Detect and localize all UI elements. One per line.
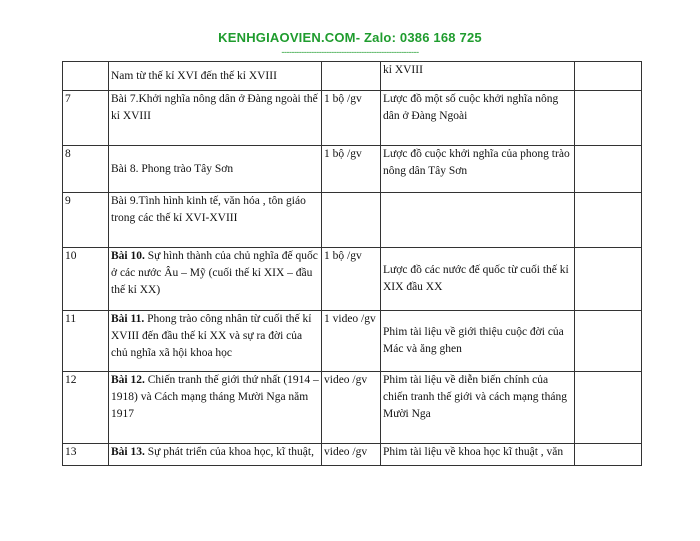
header-underline: -------------------------------------------------------: [281, 47, 419, 57]
lesson-text: Bài 7.Khởi nghĩa nông dân ở Đàng ngoài thế kỉ XVIII: [111, 93, 318, 122]
table-row: [63, 193, 642, 248]
lesson-text: Bài 8. Phong trào Tây Sơn: [111, 162, 234, 175]
table-row: [63, 248, 642, 311]
quantity-cell: 1 bộ /gv: [322, 91, 381, 146]
lesson-title: Bài 11.: [111, 313, 145, 325]
lesson-text: Phong trào công nhân từ cuối thế kỉ XVIII đến đầu thế kỉ XX và sự ra đời của chủ nghĩa xã hội khoa học: [111, 313, 312, 359]
lesson-text: Chiến tranh thế giới thứ nhất (1914 – 1918) và Cách mạng tháng Mười Nga năm 1917: [111, 374, 319, 420]
row-number: 8: [63, 146, 109, 193]
lesson-cell: [109, 311, 322, 372]
lesson-cell: [109, 444, 322, 466]
table-row: [63, 91, 642, 146]
row-number: 11: [63, 311, 109, 372]
note-cell: [575, 91, 642, 146]
resource-cell: Phim tài liệu về khoa học kĩ thuật , văn: [381, 444, 575, 466]
quantity-cell: 1 bộ /gv: [322, 146, 381, 193]
resource-cell: [381, 248, 575, 311]
quantity-cell: [322, 62, 381, 91]
lesson-cell: [109, 372, 322, 444]
note-cell: [575, 193, 642, 248]
equipment-table: [62, 61, 642, 466]
note-cell: [575, 146, 642, 193]
lesson-cell: [109, 146, 322, 193]
table-row: [63, 146, 642, 193]
table-row: [63, 311, 642, 372]
lesson-text: Sự phát triển của khoa học, kĩ thuật,: [144, 446, 314, 458]
resource-cell: [381, 193, 575, 248]
quantity-cell: [322, 193, 381, 248]
lesson-title: Bài 12.: [111, 374, 145, 386]
lesson-title: Bài 10.: [111, 250, 145, 262]
row-number: 13: [63, 444, 109, 466]
row-number: 12: [63, 372, 109, 444]
quantity-cell: video /gv: [322, 372, 381, 444]
lesson-cell: [109, 193, 322, 248]
resource-text: Lược đồ các nước đế quốc từ cuối thế kỉ XIX đầu XX: [383, 264, 569, 293]
page-header: [0, 30, 700, 57]
site-brand: KENHGIAOVIEN.COM- Zalo: 0386 168 725: [218, 30, 482, 45]
table-row: [63, 444, 642, 466]
lesson-cell: [109, 91, 322, 146]
quantity-cell: 1 video /gv: [322, 311, 381, 372]
resource-cell: Lược đồ cuộc khởi nghĩa của phong trào nông dân Tây Sơn: [381, 146, 575, 193]
resource-cell: Phim tài liệu về diễn biến chính của chiến tranh thế giới và cách mạng tháng Mười Nga: [381, 372, 575, 444]
quantity-cell: 1 bộ /gv: [322, 248, 381, 311]
note-cell: [575, 444, 642, 466]
lesson-text: Sự hình thành của chủ nghĩa đế quốc ở các nước Âu – Mỹ (cuối thế kỉ XIX – đầu thế kỉ XX): [111, 250, 318, 296]
note-cell: [575, 372, 642, 444]
row-number: 9: [63, 193, 109, 248]
quantity-cell: video /gv: [322, 444, 381, 466]
note-cell: [575, 62, 642, 91]
note-cell: [575, 248, 642, 311]
table-row: [63, 372, 642, 444]
resource-cell: [381, 311, 575, 372]
note-cell: [575, 311, 642, 372]
lesson-text: Nam từ thế kỉ XVI đến thế kỉ XVIII: [111, 69, 277, 82]
resource-cell: kỉ XVIII: [381, 62, 575, 91]
lesson-title: Bài 13.: [111, 446, 145, 458]
table-row: [63, 62, 642, 91]
resource-cell: Lược đồ một số cuộc khởi nghĩa nông dân ở Đàng Ngoài: [381, 91, 575, 146]
row-number: [63, 62, 109, 91]
lesson-text: Bài 9.Tình hình kinh tế, văn hóa , tôn giáo trong các thế kỉ XVI-XVIII: [111, 195, 306, 224]
row-number: 10: [63, 248, 109, 311]
lesson-cell: [109, 62, 322, 91]
resource-text: Phim tài liệu về giới thiệu cuộc đời của Mác và ăng ghen: [383, 326, 564, 355]
lesson-cell: [109, 248, 322, 311]
row-number: 7: [63, 91, 109, 146]
